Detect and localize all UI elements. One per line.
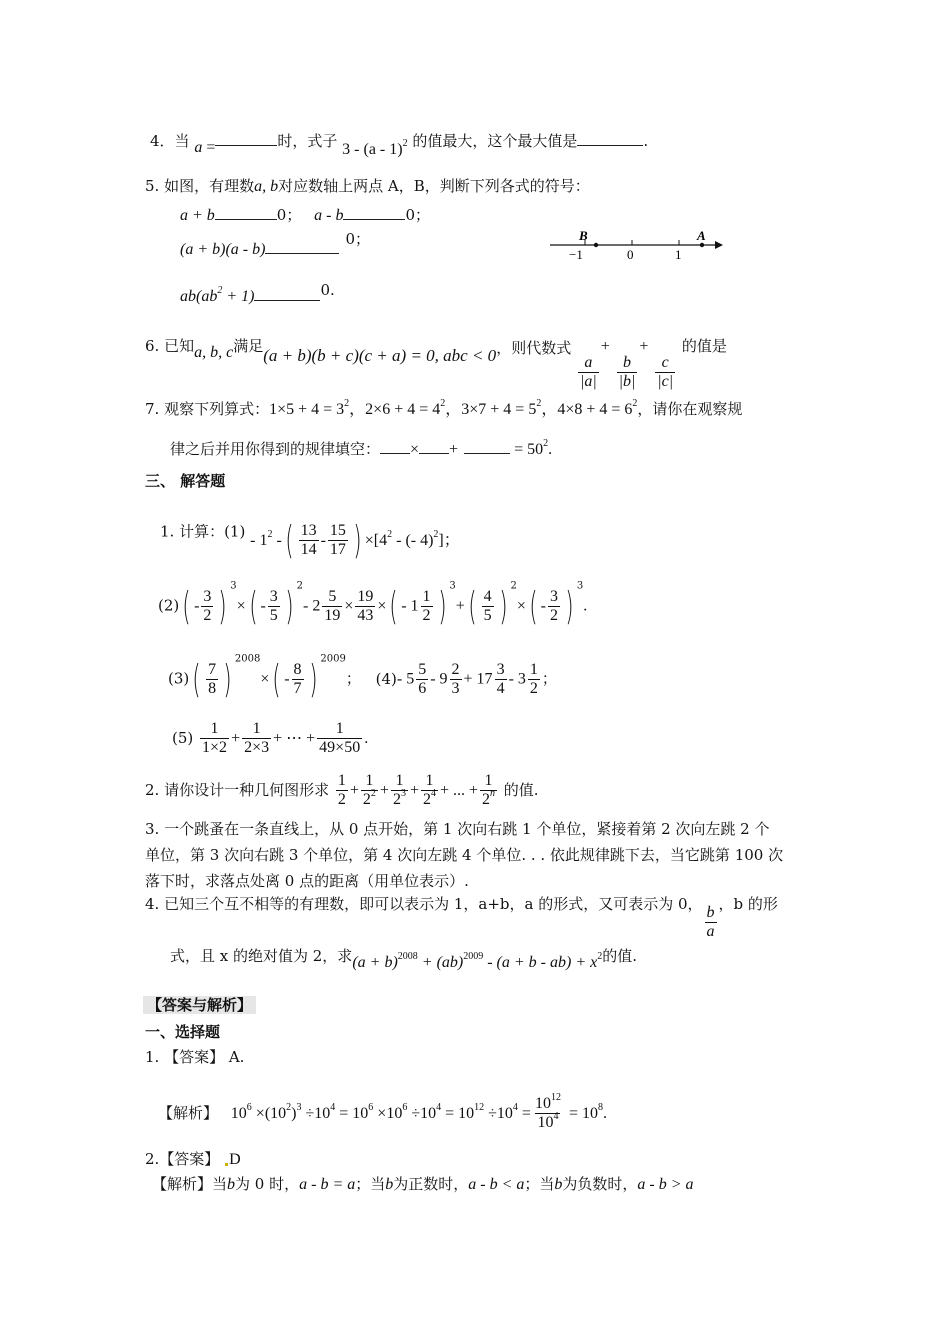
math: + ⋯ +: [273, 729, 316, 747]
equation-result: = $50^2$.: [510, 438, 553, 458]
text: ，则代数式: [496, 339, 572, 357]
q5-line-3: [180, 281, 335, 308]
fraction: $\frac{13}{14}$: [300, 521, 317, 559]
answer-blank[interactable]: [464, 438, 510, 454]
fraction: $\frac{5}{19}$: [324, 587, 341, 625]
text: 4. 已知三个互不相等的有理数，即可以表示为 1，a+b，a 的形式，又可表示为 0，: [145, 895, 703, 913]
period: .: [364, 729, 369, 747]
paren: (: [468, 584, 477, 628]
fraction: $\frac{19}{43}$: [357, 587, 374, 625]
point-a-dot: [700, 243, 704, 247]
fraction: $\frac{3}{5}$: [269, 587, 278, 625]
tick-label-0: 0: [627, 247, 634, 262]
q5-line-2: [180, 230, 370, 261]
answer-blank[interactable]: [343, 204, 405, 220]
times: ×: [410, 441, 420, 458]
math-expression: a + b: [180, 207, 215, 224]
paren: (: [248, 584, 258, 628]
math-expression: a - b: [314, 207, 344, 224]
text: 7. 观察下列算式：: [145, 400, 270, 418]
section-title: 三、 解答题: [145, 472, 226, 490]
text: (5): [172, 728, 194, 747]
text: 1. 计算：(1): [160, 522, 246, 541]
period: .: [583, 597, 588, 615]
equation-1: $1\times 5 + 4 = 3^2$: [269, 398, 350, 418]
problem-1-1: [160, 508, 460, 562]
math-expression: $(a + b)^{2008} + (ab)^{2009} - (a + b - ab) + x^2$: [352, 951, 603, 971]
math-expression: (a + b)(a - b): [180, 241, 266, 258]
text: ；当: [355, 1175, 386, 1193]
math: + ... +: [439, 781, 479, 799]
plus: +: [231, 729, 241, 747]
text: ；当: [524, 1175, 555, 1193]
math-expression: $10^6 \times(10^2)^3 \div 10^4 = 10^6 \times 10^6 \div 10^4 = 10^{12} \div 10^4$ =: [230, 1101, 531, 1122]
fill-question-6: [145, 335, 727, 392]
fraction: $\frac{1}{2^4}$: [422, 772, 436, 809]
fraction: $\frac{2}{3}$: [451, 660, 460, 698]
exponent: 2: [510, 580, 517, 592]
math-expression: = $10^8$.: [564, 1101, 607, 1122]
text: 5. 如图，有理数: [145, 177, 255, 195]
fraction: $\frac{1}{2^n}$: [482, 772, 496, 809]
paren: ): [565, 584, 574, 628]
fraction: $\frac{3}{4}$: [496, 660, 505, 698]
times: ×: [516, 597, 526, 615]
problem-1-5: [172, 720, 368, 758]
math-var: b: [385, 1176, 394, 1193]
problem-3-line-1: 3. 一个跳蚤在一条直线上，从 0 点开始，第 1 次向右跳 1 个单位，紧接着第 2 次向左跳 2 个: [145, 820, 770, 838]
text: 的值最大，这个最大值是: [412, 132, 578, 150]
text: 律之后并用你得到的规律填空：: [170, 440, 381, 458]
text: ，请你在观察规: [637, 400, 743, 418]
math-expression: a - b = a: [299, 1176, 356, 1193]
text: ；: [345, 669, 361, 688]
answer-blank[interactable]: [380, 438, 410, 454]
point-b-dot: [594, 243, 598, 247]
paren: (: [182, 584, 191, 628]
math-var: a: [194, 139, 203, 156]
fraction: $\frac{1}{2}$: [422, 587, 431, 625]
math-expression: a - b < a: [468, 1176, 525, 1193]
math-var: b: [554, 1176, 563, 1193]
plus: +: [349, 781, 359, 799]
answer-blank[interactable]: [419, 438, 449, 454]
exponent: 3: [449, 580, 456, 592]
math: - 2: [303, 597, 321, 615]
math: - 5: [396, 670, 415, 688]
fraction: $\frac{1}{2^2}$: [362, 772, 376, 809]
times: ×: [260, 670, 270, 688]
fraction: $\frac{3}{2}$: [203, 587, 212, 625]
fraction: $\frac{15}{17}$: [329, 521, 346, 559]
paren: ): [223, 657, 232, 701]
text: 对应数轴上两点 A，B，判断下列各式的符号：: [278, 177, 590, 195]
times: ×: [377, 597, 387, 615]
plus: +: [449, 441, 459, 458]
text: 6. 已知: [145, 337, 195, 355]
fraction: $\frac{3}{2}$: [550, 587, 558, 625]
answer-blank[interactable]: [265, 238, 339, 254]
math-condition: (a + b)(b + c)(c + a) = 0, abc < 0: [263, 346, 497, 365]
math: - 1: [401, 597, 419, 615]
problem-4-line-2: [170, 947, 638, 971]
problem-3-line-3: 落下时，求落点处离 0 点的距离（用单位表示）.: [145, 872, 469, 890]
math-op: =: [202, 139, 216, 156]
plus: +: [600, 338, 610, 355]
exponent: 3: [230, 580, 237, 592]
text: 0；: [345, 230, 370, 248]
point-b-label: B: [579, 228, 588, 243]
text: 0；: [405, 206, 430, 224]
exponent: 2009: [320, 653, 346, 665]
math: - $1^2$ -: [250, 528, 282, 549]
problem-1-2: [158, 582, 587, 631]
paren: (: [389, 584, 398, 628]
analysis-1: [158, 1092, 607, 1133]
fraction: $\frac{1}{1\times 2}$: [202, 720, 228, 757]
equation-2: ，$2\times 6 + 4 = 4^2$: [349, 398, 446, 418]
math: $\times[4^2$ - (- 4)$^2$]；: [364, 528, 460, 549]
fraction: $\frac{b}{a}$: [706, 904, 715, 941]
exponent: 2008: [234, 653, 261, 665]
fill-question-7-line-2: [170, 438, 552, 461]
fraction-b: $\frac{b}{|b|}$: [618, 354, 636, 391]
answer-value: D: [229, 1151, 241, 1168]
paren: ): [353, 518, 362, 562]
text: 【解析】: [158, 1103, 219, 1122]
text: 当: [174, 132, 190, 150]
math-expression: $ab(ab^2 + 1)$: [180, 285, 255, 305]
question-number: 4．: [150, 132, 175, 150]
paren: ): [285, 584, 294, 628]
exponent: 3: [576, 580, 584, 592]
paren: (: [272, 657, 281, 701]
text: ；: [541, 669, 557, 688]
minus: -: [284, 670, 290, 688]
minus: -: [540, 597, 546, 615]
equation-4: ，$4\times 8 + 4 = 6^2$: [541, 398, 638, 418]
text: 0.: [320, 281, 335, 299]
times: ×: [344, 597, 354, 615]
math: - 9: [430, 670, 448, 688]
paren: (: [285, 518, 294, 562]
math: - 3: [508, 670, 526, 688]
q5-line-1: [180, 204, 430, 227]
answers-title: 【答案与解析】: [143, 996, 256, 1016]
fill-question-4: [150, 130, 649, 158]
answer-2: [145, 1150, 241, 1171]
fraction: $\frac{1}{2}$: [529, 660, 538, 698]
paren: ): [498, 584, 508, 628]
paren: ): [308, 657, 318, 701]
problem-1-3-4: [168, 655, 557, 704]
fraction: $\frac{1}{2^3}$: [392, 772, 406, 809]
answer-blank[interactable]: [254, 285, 320, 301]
problem-2: [145, 772, 539, 810]
text: 2.【答案】: [145, 1150, 220, 1168]
answer-blank[interactable]: [215, 204, 277, 220]
paren: (: [192, 657, 201, 701]
paren: (: [529, 584, 538, 628]
answers-section-title: 一、选择题: [145, 1023, 221, 1041]
math-vars: a, b: [254, 178, 279, 195]
fraction: $\frac{1}{2}$: [337, 772, 346, 809]
text: (4): [375, 669, 397, 688]
exponent: 2: [296, 580, 303, 592]
edit-mark: [225, 1163, 228, 1166]
text: 0；: [276, 206, 302, 224]
math-expression: a - b > a: [637, 1176, 694, 1193]
number-line: [545, 228, 730, 264]
plus: +: [409, 781, 419, 799]
text: 的值.: [503, 780, 539, 799]
plus: +: [379, 781, 389, 799]
text: 为 0 时，: [235, 1175, 300, 1193]
fill-question-7: [145, 400, 742, 421]
fraction: $\frac{1}{2\times 3}$: [244, 720, 270, 757]
text: 满足: [233, 337, 264, 355]
fraction: $\frac{4}{5}$: [483, 587, 492, 625]
math-expression: 3 - (a - 1)$^2$: [342, 138, 408, 158]
text: (2): [158, 596, 180, 615]
paren: ): [437, 584, 447, 628]
plus: +: [639, 338, 649, 355]
answer-blank[interactable]: [215, 130, 277, 146]
minus: -: [194, 597, 200, 615]
times: ×: [236, 597, 246, 615]
problem-3-line-2: 单位，第 3 次向右跳 3 个单位，第 4 次向左跳 4 个单位. . . 依此规律跳下去，当它跳第 100 次: [145, 846, 784, 864]
fill-question-5-intro: [145, 177, 590, 198]
text: 的值是: [681, 337, 727, 355]
equation-3: ，$3\times 7 + 4 = 5^2$: [445, 398, 542, 418]
text: ，b 的形: [718, 895, 778, 913]
plus: +: [455, 597, 465, 615]
fraction: $\frac{7}{8}$: [208, 660, 217, 698]
minus: -: [320, 531, 326, 549]
minus: -: [260, 597, 266, 615]
text: 的值.: [602, 947, 638, 965]
fraction-c: $\frac{c}{|c|}$: [657, 354, 674, 391]
text: 式，且 x 的绝对值为 2，求: [170, 947, 353, 965]
text: 2. 请你设计一种几何图形求: [145, 780, 330, 799]
text: 为负数时，: [562, 1175, 638, 1193]
math: + 17: [463, 670, 493, 688]
tick-label-1: 1: [675, 247, 682, 262]
point-a-label: A: [697, 228, 706, 243]
analysis-2: [152, 1175, 694, 1196]
fraction-a: $\frac{a}{|a|}$: [579, 354, 597, 391]
text: 【解析】当: [152, 1175, 228, 1193]
answer-blank[interactable]: [577, 130, 643, 146]
problem-4-line-1: [145, 895, 778, 942]
fraction: $\frac{5}{6}$: [418, 660, 427, 698]
fraction: $\frac{10^{12}}{10^4}$: [534, 1092, 561, 1132]
fraction: $\frac{8}{7}$: [293, 660, 302, 698]
text: 为正数时，: [393, 1175, 469, 1193]
tick-label-neg1: −1: [569, 247, 583, 262]
text: 时，式子: [277, 132, 338, 150]
answer-1: 1. 【答案】 A.: [145, 1048, 245, 1066]
paren: ): [218, 584, 227, 628]
math-vars: a, b, c: [194, 344, 234, 361]
fraction: $\frac{1}{49\times 50}$: [319, 720, 361, 757]
period: .: [643, 132, 649, 150]
text: (3): [168, 669, 190, 688]
math-var: b: [227, 1176, 236, 1193]
